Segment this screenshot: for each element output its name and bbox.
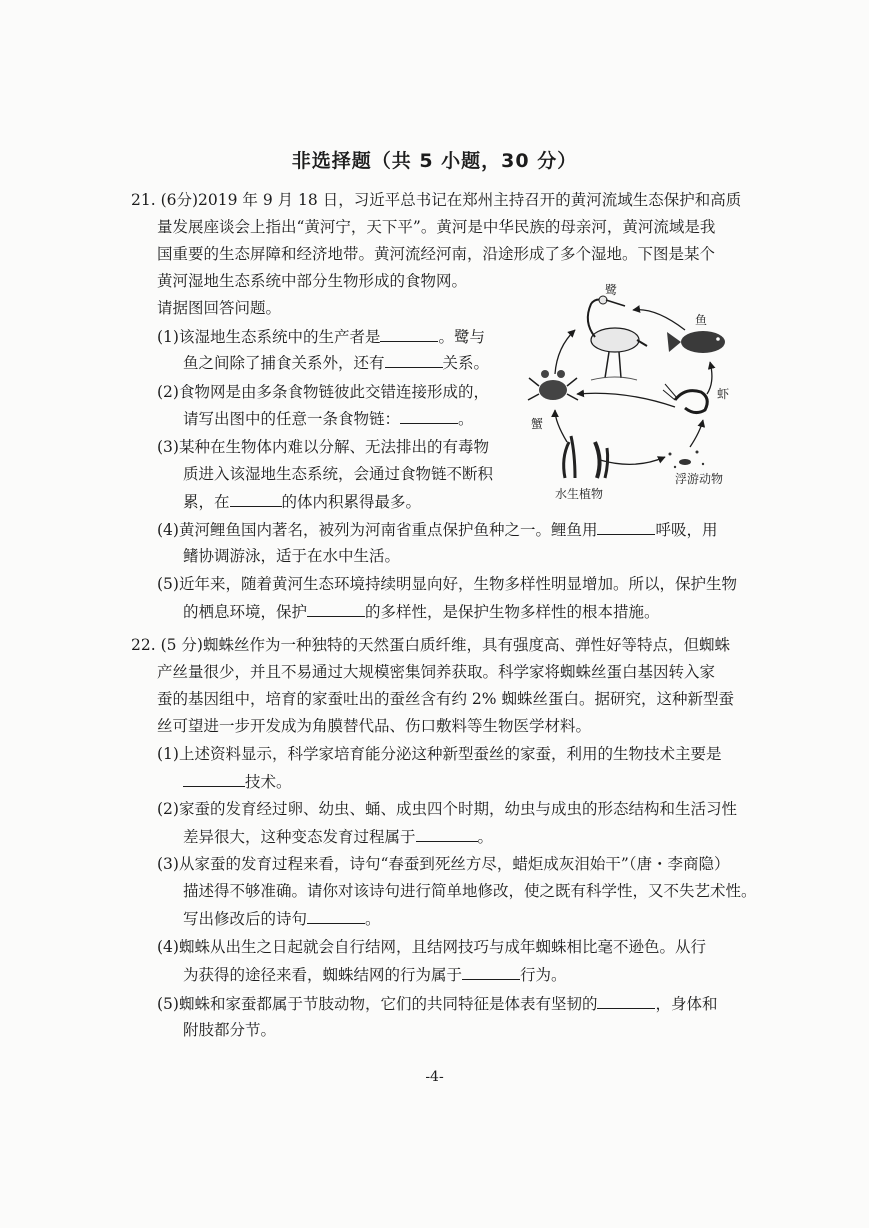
q22-sub4-text-b: 为获得的途径来看，蜘蛛结网的行为属于: [183, 966, 463, 984]
q21-sub2-line1: (2)食物网是由多条食物链彼此交错连接形成的，: [157, 383, 489, 401]
label-crab: 蟹: [531, 417, 544, 431]
q22-sub2-text-c: 。: [477, 828, 494, 846]
arrow-plants-to-crab: [555, 410, 567, 442]
shrimp-icon: [663, 384, 707, 413]
q21-sub5-text-c: 的多样性，是保护生物多样性的根本措施。: [365, 603, 660, 621]
q22-sub1-text-b: 技术。: [245, 773, 292, 791]
q21-sub5-text-b: 的栖息环境，保护: [183, 603, 308, 621]
q21-line-1: 21. (6分)2019 年 9 月 18 日，习近平总书记在郑州主持召开的黄河流域生态保护和高质: [131, 191, 742, 209]
q22-sub3-text-c: 写出修改后的诗句: [183, 910, 308, 928]
q21-sub2-text-c: 。: [458, 410, 474, 428]
q22-sub4-text-c: 行为。: [520, 966, 567, 984]
page-number: -4-: [425, 1069, 444, 1085]
q22-sub2-line2: [183, 826, 493, 847]
arrow-shrimp-to-crab: [577, 393, 675, 407]
q22-sub4-line1: (4)蜘蛛从出生之日起就会自行结网，且结网技巧与成年蜘蛛相比毫不逊色。从行: [157, 938, 706, 956]
answer-blank[interactable]: [400, 408, 458, 424]
answer-blank[interactable]: [416, 826, 478, 842]
q22-line-3: 蚕的基因组中，培育的家蚕吐出的蚕丝含有约 2% 蜘蛛丝蛋白。据研究，这种新型蚕: [157, 690, 734, 708]
answer-blank[interactable]: [597, 993, 655, 1009]
q21-line-3: 国重要的生态屏障和经济地带。黄河流经河南，沿途形成了多个湿地。下图是某个: [157, 245, 716, 263]
arrow-fish-to-egret: [633, 310, 685, 330]
food-web-diagram: [525, 282, 750, 504]
q21-line-2: 量发展座谈会上指出“黄河宁，天下平”。黄河是中华民族的母亲河，黄河流域是我: [157, 218, 716, 236]
arrow-plants-to-zooplankton: [600, 457, 665, 464]
label-shrimp: 虾: [717, 387, 730, 401]
arrow-shrimp-to-fish: [707, 362, 712, 394]
q21-sub1-text-d: 关系。: [442, 354, 490, 372]
answer-blank[interactable]: [462, 964, 520, 980]
label-egret: 鹭: [605, 283, 618, 297]
crab-icon: [528, 370, 578, 400]
q22-sub3-line1: (3)从家蚕的发育过程来看，诗句“春蚕到死丝方尽，蜡炬成灰泪始干”（唐・李商隐）: [157, 855, 730, 873]
q21-sub3-line3: [183, 491, 421, 512]
q21-prompt: 请据图回答问题。: [157, 299, 282, 317]
label-plants: 水生植物: [555, 487, 604, 501]
q21-sub1-text-c: 鱼之间除了捕食关系外，还有: [183, 354, 385, 372]
arrow-zooplankton-to-shrimp: [690, 420, 703, 447]
q21-sub4-line2: 鳍协调游泳，适于在水中生活。: [183, 547, 401, 565]
q22-sub3-line2: 描述得不够准确。请你对该诗句进行简单地修改，使之既有科学性，又不失艺术性。: [183, 882, 757, 900]
q21-sub4-text-b: 呼吸，用: [655, 521, 718, 539]
label-fish: 鱼: [695, 313, 708, 327]
egret-icon: [588, 296, 647, 380]
aquatic-plant-icon: [564, 436, 608, 478]
section-title: 非选择题（共 5 小题，30 分）: [291, 150, 578, 172]
q21-sub1-line1: [157, 326, 485, 347]
answer-blank[interactable]: [183, 771, 245, 787]
zooplankton-icon: [669, 451, 705, 469]
arrow-crab-to-egret: [555, 330, 575, 374]
q22-line-4: 丝可望进一步开发成为角膜替代品、伤口敷料等生物医学材料。: [157, 717, 592, 735]
q21-sub4-text-a: (4)黄河鲤鱼国内著名，被列为河南省重点保护鱼种之一。鲤鱼用: [157, 521, 598, 539]
q21-sub3-text-c: 累，在: [183, 493, 230, 511]
q22-sub5-line2: 附肢都分节。: [183, 1021, 277, 1039]
q21-sub3-text-d: 的体内积累得最多。: [281, 493, 422, 511]
q22-sub4-line2: [183, 964, 567, 985]
q21-sub1-text-a: (1)该湿地生态系统中的生产者是: [157, 328, 381, 346]
q22-sub2-text-b: 差异很大，这种变态发育过程属于: [183, 828, 416, 846]
q22-sub5-text-b: ，身体和: [655, 995, 718, 1013]
q22-sub3-text-d: 。: [365, 910, 381, 928]
q21-sub2-line2: [183, 408, 474, 429]
q22-sub2-line1: (2)家蚕的发育经过卵、幼虫、蛹、成虫四个时期，幼虫与成虫的形态结构和生活习性: [157, 800, 737, 818]
answer-blank[interactable]: [597, 519, 655, 535]
q21-sub5-line2: [183, 601, 660, 622]
answer-blank[interactable]: [307, 908, 365, 924]
q22-sub3-line3: [183, 908, 381, 929]
q22-sub1-line2: [183, 771, 292, 792]
q22-sub5-text-a: (5)蜘蛛和家蚕都属于节肢动物，它们的共同特征是体表有坚韧的: [157, 995, 598, 1013]
q22-sub5-line1: [157, 993, 717, 1014]
label-zooplankton: 浮游动物: [675, 472, 724, 486]
answer-blank[interactable]: [380, 326, 438, 342]
q21-sub1-text-b: 。鹭与: [438, 328, 485, 346]
q22-line-1: 22. (5 分)蜘蛛丝作为一种独特的天然蛋白质纤维，具有强度高、弹性好等特点，但蜘蛛: [131, 636, 730, 654]
q21-sub1-line2: [183, 352, 489, 373]
fish-icon: [667, 331, 725, 353]
answer-blank[interactable]: [385, 352, 443, 368]
answer-blank[interactable]: [307, 601, 365, 617]
q21-sub3-line2: 质进入该湿地生态系统，会通过食物链不断积: [183, 465, 494, 483]
q21-sub5-line1: (5)近年来，随着黄河生态环境持续明显向好，生物多样性明显增加。所以，保护生物: [157, 575, 737, 593]
q22-sub1-line1: (1)上述资料显示，科学家培育能分泌这种新型蚕丝的家蚕，利用的生物技术主要是: [157, 745, 722, 763]
q21-line-4: 黄河湿地生态系统中部分生物形成的食物网。: [157, 272, 468, 290]
q21-sub4-line1: [157, 519, 717, 540]
q21-sub2-text-b: 请写出图中的任意一条食物链：: [183, 410, 401, 428]
q22-line-2: 产丝量很少，并且不易通过大规模密集饲养获取。科学家将蜘蛛丝蛋白基因转入家: [157, 663, 716, 681]
q21-sub3-line1: (3)某种在生物体内难以分解、无法排出的有毒物: [157, 438, 489, 456]
answer-blank[interactable]: [230, 491, 282, 507]
